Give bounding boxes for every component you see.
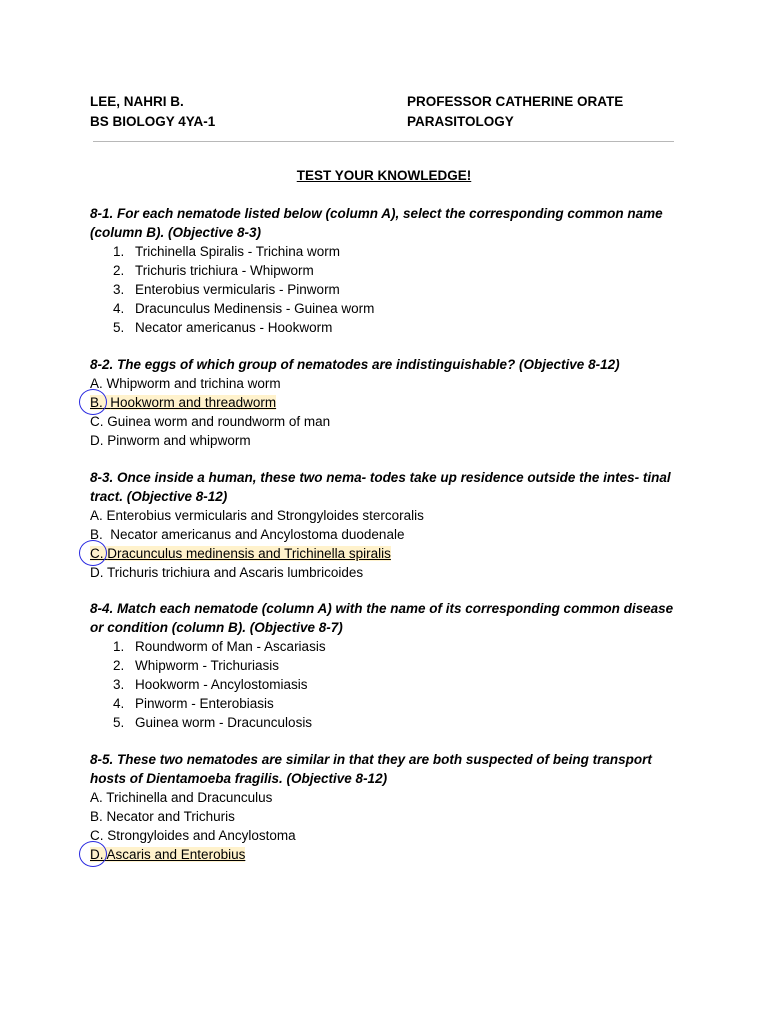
answer-option-a: A. Trichinella and Dracunculus	[90, 790, 273, 805]
answer-option-b: B. Necator americanus and Ancylostoma duodenale	[90, 527, 405, 542]
list-item: 5. Necator americanus - Hookworm	[113, 320, 333, 335]
answer-option-c: C. Strongyloides and Ancylostoma	[90, 828, 296, 843]
answer-option-d: D. Pinworm and whipworm	[90, 433, 251, 448]
answer-option-c: C. Guinea worm and roundworm of man	[90, 414, 331, 429]
list-item: 3. Hookworm - Ancylostomiasis	[113, 677, 308, 692]
matching-list	[90, 242, 680, 337]
question-8-1	[90, 204, 680, 337]
answer-option-c-selected: C. Dracunculus medinensis and Trichinella spiralis	[90, 544, 680, 563]
student-info	[90, 92, 215, 132]
question-prompt: 8-1. For each nematode listed below (column A), select the corresponding common name (column B). (Objective 8-3)	[90, 206, 663, 240]
student-name: LEE, NAHRI B.	[90, 94, 184, 109]
question-8-5	[90, 750, 680, 864]
list-item: 4. Pinworm - Enterobiasis	[113, 696, 274, 711]
question-prompt: 8-2. The eggs of which group of nematodes are indistinguishable? (Objective 8-12)	[90, 357, 620, 372]
list-item: 1. Roundworm of Man - Ascariasis	[113, 639, 326, 654]
student-program: BS BIOLOGY 4YA-1	[90, 114, 216, 129]
question-prompt: 8-5. These two nematodes are similar in that they are both suspected of being transport hosts of Dientamoeba fragilis. (Objective 8-12)	[90, 752, 652, 786]
list-item: 2. Trichuris trichiura - Whipworm	[113, 263, 314, 278]
question-8-4	[90, 599, 680, 732]
list-item: 4. Dracunculus Medinensis - Guinea worm	[113, 301, 375, 316]
question-prompt: 8-3. Once inside a human, these two nema- todes take up residence outside the intes- tinal tract. (Objective 8-12)	[90, 470, 671, 504]
answer-option-d-selected: D. Ascaris and Enterobius	[90, 845, 680, 864]
list-item: 2. Whipworm - Trichuriasis	[113, 658, 280, 673]
list-item: 3. Enterobius vermicularis - Pinworm	[113, 282, 340, 297]
matching-list	[90, 637, 680, 732]
page-title: TEST YOUR KNOWLEDGE!	[296, 168, 472, 183]
question-8-2	[90, 355, 680, 450]
answer-option-a: A. Enterobius vermicularis and Strongyloides stercoralis	[90, 508, 424, 523]
answer-option-b: B. Necator and Trichuris	[90, 809, 235, 824]
header-divider	[93, 141, 674, 142]
course-info	[407, 92, 623, 132]
answer-option-d: D. Trichuris trichiura and Ascaris lumbricoides	[90, 565, 364, 580]
question-8-3	[90, 468, 680, 582]
answer-option-a: A. Whipworm and trichina worm	[90, 376, 281, 391]
list-item: 1. Trichinella Spiralis - Trichina worm	[113, 244, 341, 259]
answer-option-b-selected: B. Hookworm and threadworm	[90, 393, 680, 412]
subject-name: PARASITOLOGY	[407, 114, 514, 129]
professor-name: PROFESSOR CATHERINE ORATE	[407, 94, 624, 109]
list-item: 5. Guinea worm - Dracunculosis	[113, 715, 313, 730]
question-prompt: 8-4. Match each nematode (column A) with the name of its corresponding common disease or condition (column B). (Objective 8-7)	[90, 601, 674, 635]
